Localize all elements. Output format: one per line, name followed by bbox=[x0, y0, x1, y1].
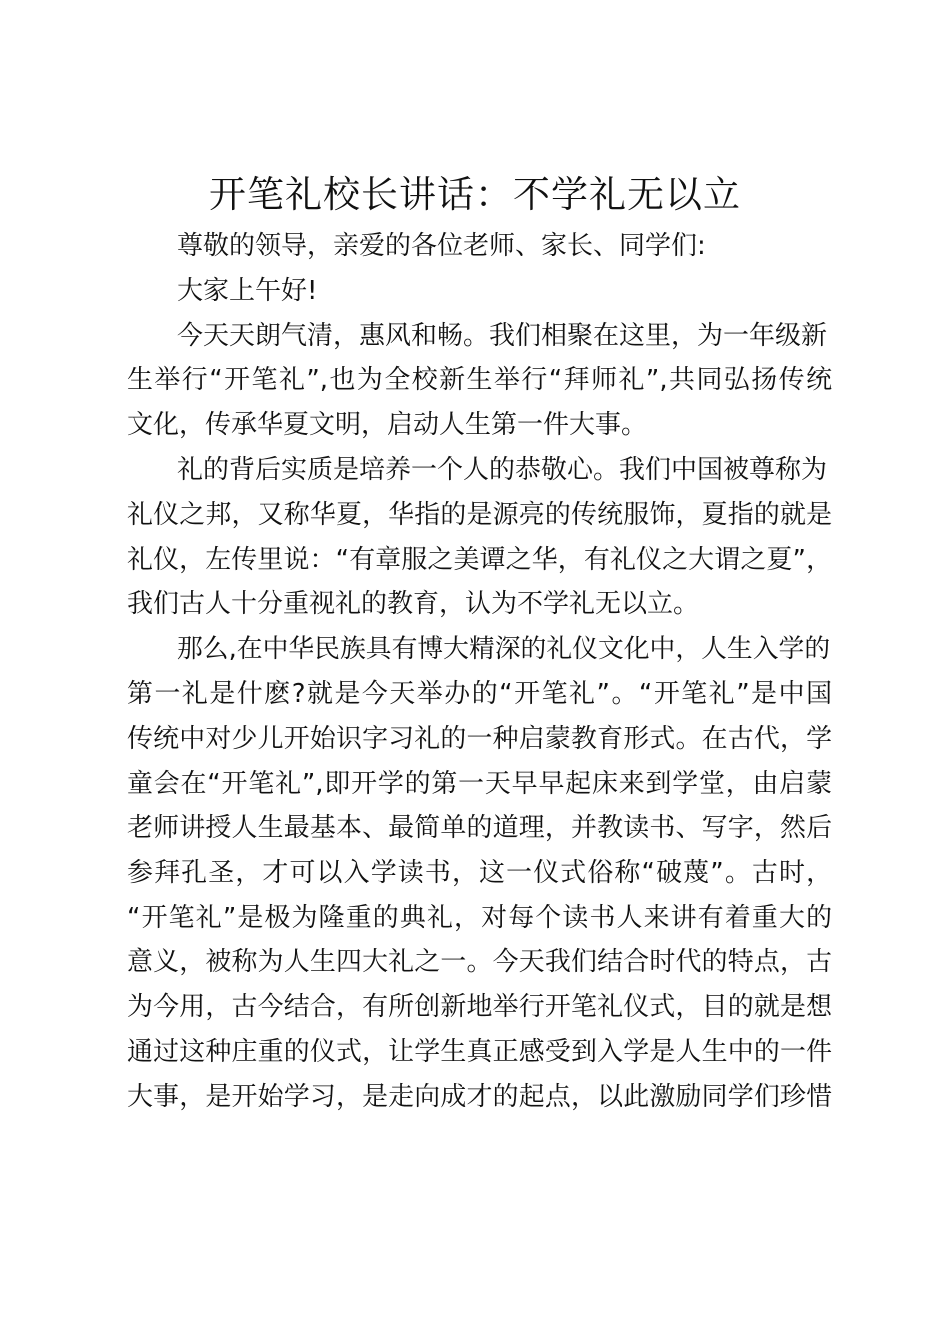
paragraph-3-line-9: 为今用，古今结合，有所创新地举行开笔礼仪式，目的就是想 bbox=[127, 992, 832, 1022]
document-title: 开笔礼校长讲话：不学礼无以立 bbox=[209, 173, 741, 216]
salutation-line: 尊敬的领导，亲爱的各位老师、家长、同学们: bbox=[177, 231, 706, 261]
paragraph-3-line-6: 参拜孔圣，才可以入学读书，这一仪式俗称“破蔑”。古时， bbox=[127, 858, 832, 888]
paragraph-3-line-3: 传统中对少儿开始识字习礼的一种启蒙教育形式。在古代，学 bbox=[127, 724, 832, 754]
paragraph-3-line-8: 意义，被称为人生四大礼之一。今天我们结合时代的特点，古 bbox=[127, 947, 832, 977]
paragraph-3-line-2: 第一礼是什麽?就是今天举办的“开笔礼”。“开笔礼”是中国 bbox=[127, 679, 832, 709]
paragraph-2-line-1: 礼的背后实质是培养一个人的恭敬心。我们中国被尊称为 bbox=[177, 455, 828, 485]
paragraph-3-line-1: 那么,在中华民族具有博大精深的礼仪文化中，人生入学的 bbox=[177, 634, 831, 664]
paragraph-1-line-2: 生举行“开笔礼”,也为全校新生举行“拜师礼”,共同弘扬传统 bbox=[127, 365, 832, 395]
greeting-line: 大家上午好! bbox=[177, 276, 318, 306]
paragraph-3-line-10: 通过这种庄重的仪式，让学生真正感受到入学是人生中的一件 bbox=[127, 1037, 832, 1067]
paragraph-1-line-1: 今天天朗气清，惠风和畅。我们相聚在这里，为一年级新 bbox=[177, 321, 828, 351]
paragraph-2-line-2: 礼仪之邦，又称华夏，华指的是源亮的传统服饰，夏指的就是 bbox=[127, 500, 832, 530]
paragraph-2-line-4: 我们古人十分重视礼的教育，认为不学礼无以立。 bbox=[127, 589, 700, 619]
paragraph-1-line-3: 文化，传承华夏文明，启动人生第一件大事。 bbox=[127, 410, 648, 440]
paragraph-3-line-4: 童会在“开笔礼”,即开学的第一天早早起床来到学堂，由启蒙 bbox=[127, 769, 832, 799]
paragraph-3-line-7: “开笔礼”是极为隆重的典礼，对每个读书人来讲有着重大的 bbox=[127, 903, 832, 933]
paragraph-2-line-3: 礼仪，左传里说：“有章服之美谭之华，有礼仪之大谓之夏”， bbox=[127, 545, 832, 575]
paragraph-3-line-5: 老师讲授人生最基本、最简单的道理，并教读书、写字，然后 bbox=[127, 813, 832, 843]
paragraph-3-line-11: 大事，是开始学习，是走向成才的起点，以此激励同学们珍惜 bbox=[127, 1082, 832, 1112]
